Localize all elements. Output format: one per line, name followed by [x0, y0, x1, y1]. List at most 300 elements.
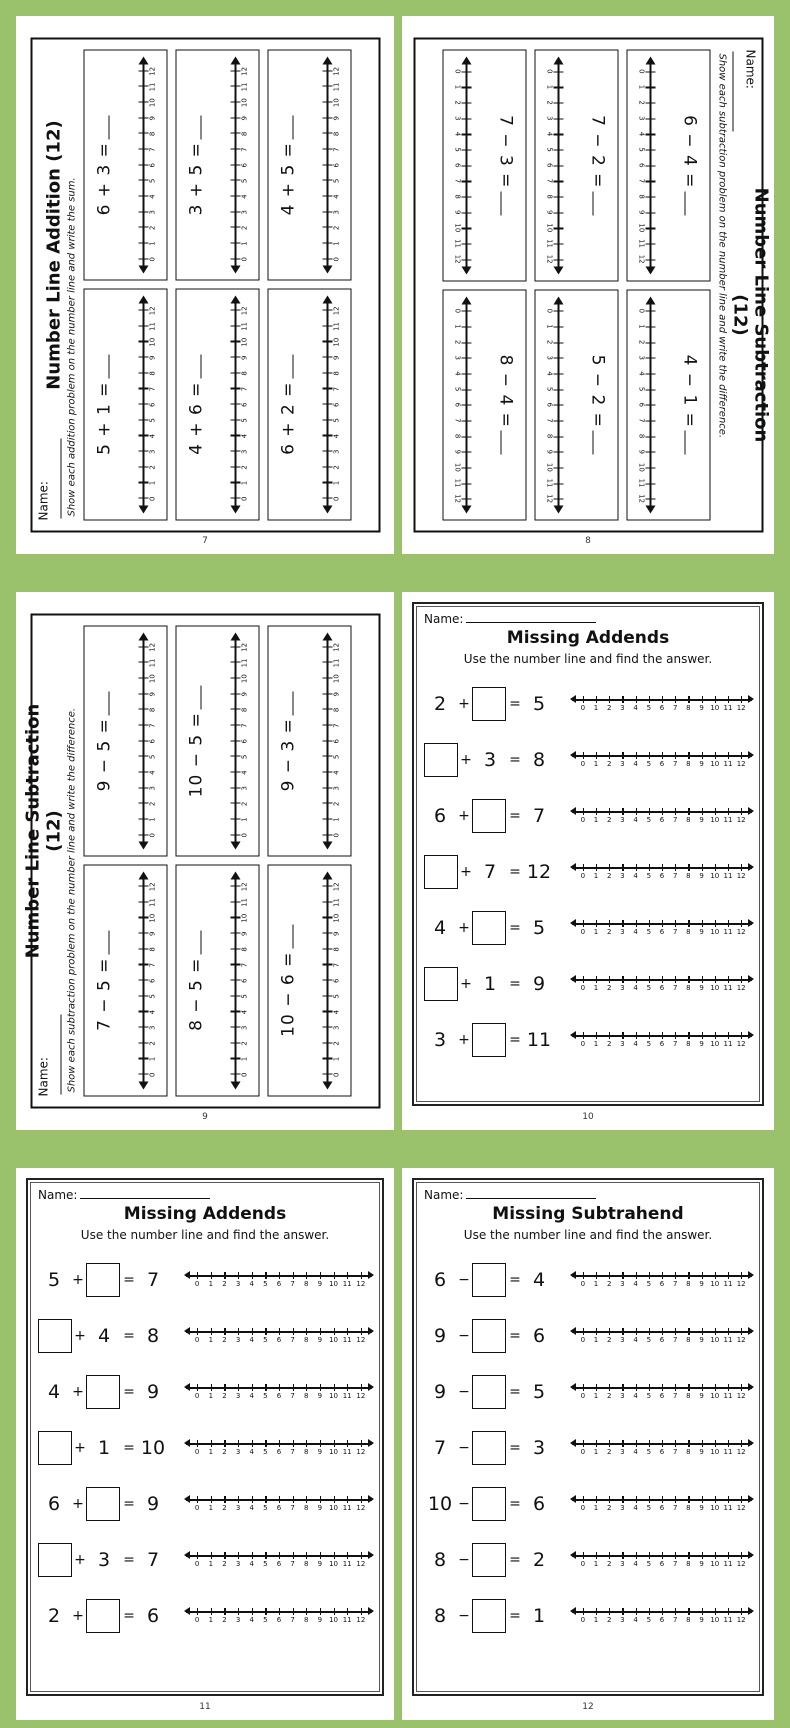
number-line-tick	[553, 259, 563, 260]
number-line-label: 2	[240, 1041, 248, 1046]
number-line-tick	[702, 1496, 703, 1503]
worksheet-instructions: Use the number line and find the answer.	[463, 1228, 713, 1242]
answer-box[interactable]	[86, 1375, 120, 1409]
number-line-label: 5	[646, 1448, 652, 1456]
result-number: 7	[532, 805, 546, 827]
answer-blank[interactable]	[684, 191, 685, 215]
number-line-label: 3	[620, 1336, 625, 1344]
number-line-tick	[138, 948, 148, 949]
number-line-label: 6	[453, 163, 461, 168]
number-line-tick	[138, 901, 148, 902]
number-line-tick	[596, 1384, 597, 1391]
name-blank[interactable]	[466, 622, 596, 623]
answer-box[interactable]	[472, 1263, 506, 1297]
problem-equation	[94, 59, 114, 273]
number-line-tick	[609, 808, 610, 815]
answer-box[interactable]	[472, 1487, 506, 1521]
number-line-tick	[715, 1384, 716, 1391]
problem-row	[424, 1532, 752, 1588]
number-line-label: 9	[240, 692, 248, 697]
number-line-label: 9	[148, 931, 156, 937]
operator: −	[458, 1328, 470, 1344]
number-line-label: 6	[276, 1392, 282, 1400]
number-line-label: 8	[686, 1616, 691, 1624]
left-arrow-icon	[645, 296, 655, 304]
answer-box[interactable]	[38, 1431, 72, 1465]
number-line-label: 0	[580, 928, 586, 936]
number-line-label: 11	[332, 322, 340, 331]
answer-box[interactable]	[472, 1319, 506, 1353]
number-line	[633, 59, 657, 273]
number-line-tick	[138, 86, 148, 87]
number-line	[186, 1382, 372, 1402]
number-line-tick	[138, 195, 148, 196]
answer-blank[interactable]	[592, 431, 593, 455]
problem-text: 7 − 3 =	[495, 115, 515, 189]
number-line-label: 6	[545, 163, 553, 168]
answer-blank[interactable]	[200, 931, 201, 955]
number-line-tick	[461, 405, 471, 406]
problem-text: 9 − 5 =	[94, 718, 114, 792]
number-line-tick	[361, 1552, 362, 1559]
number-line-tick	[688, 920, 689, 927]
name-field[interactable]	[36, 977, 64, 1097]
answer-box[interactable]	[472, 911, 506, 945]
number-line-label: 10	[240, 98, 248, 108]
number-line-tick	[230, 964, 240, 965]
answer-blank[interactable]	[292, 115, 293, 139]
answer-blank[interactable]	[500, 191, 501, 215]
number-line-tick	[461, 118, 471, 119]
number-line-tick	[334, 1272, 335, 1279]
left-arrow-icon	[570, 1327, 576, 1335]
problem-text: 10 − 6 =	[278, 951, 298, 1037]
number-line-tick	[645, 103, 655, 104]
number-line-tick	[238, 1440, 239, 1447]
answer-box[interactable]	[472, 1375, 506, 1409]
number-line-label: 10	[329, 1616, 339, 1624]
number-line-tick	[322, 818, 332, 819]
number-line-tick	[211, 1272, 212, 1279]
problem-equation	[186, 635, 206, 849]
number-line-label: 7	[672, 1616, 678, 1624]
number-line-label: 2	[606, 1448, 612, 1456]
rotated-worksheet	[413, 38, 771, 533]
problem-list	[424, 1252, 752, 1644]
number-line-tick	[609, 920, 610, 927]
number-line	[136, 298, 160, 512]
answer-box[interactable]	[472, 1543, 506, 1577]
number-line-label: 7	[290, 1560, 295, 1568]
number-line-wrap	[572, 694, 752, 714]
number-line-tick	[553, 420, 563, 421]
number-line-tick	[138, 803, 148, 804]
number-line-tick	[252, 1384, 253, 1391]
number-line-label: 1	[332, 817, 340, 822]
number-line-wrap	[572, 750, 752, 770]
number-line-tick	[322, 933, 332, 934]
number-line-tick	[211, 1552, 212, 1559]
number-line-tick	[728, 1384, 729, 1391]
number-line-tick	[197, 1496, 198, 1503]
number-line-label: 2	[453, 339, 461, 345]
number-line-tick	[702, 920, 703, 927]
number-line-tick	[553, 118, 563, 119]
number-line-tick	[645, 71, 655, 72]
name-blank[interactable]	[732, 52, 733, 132]
number-line-label: 11	[240, 898, 248, 907]
left-arrow-icon	[570, 1495, 576, 1503]
first-number: 8	[433, 1549, 447, 1571]
number-line-label: 3	[332, 449, 340, 454]
problem-grid	[83, 626, 351, 1097]
number-line-tick	[702, 1328, 703, 1335]
number-line-label: 0	[194, 1504, 200, 1512]
answer-blank[interactable]	[108, 115, 109, 139]
name-label: Name:	[424, 612, 464, 626]
answer-blank[interactable]	[292, 925, 293, 949]
number-line-tick	[688, 1552, 689, 1559]
number-line-tick	[322, 1027, 332, 1028]
right-arrow-icon	[368, 1551, 374, 1559]
number-line-tick	[461, 452, 471, 453]
number-line-tick	[596, 1328, 597, 1335]
number-line-label: 2	[222, 1504, 227, 1512]
number-line-tick	[322, 498, 332, 499]
number-line	[572, 1550, 752, 1570]
number-line-tick	[138, 133, 148, 134]
number-line-tick	[265, 1272, 266, 1279]
number-line-tick	[461, 358, 471, 359]
answer-box[interactable]	[424, 967, 458, 1001]
problem-equation	[424, 1431, 564, 1465]
number-line-tick	[609, 1328, 610, 1335]
problem-equation	[38, 1375, 178, 1409]
number-line-label: 0	[194, 1336, 200, 1344]
number-line-tick	[138, 709, 148, 710]
name-field[interactable]	[38, 1188, 372, 1202]
first-number: 2	[47, 1605, 61, 1627]
number-line-label: 2	[606, 984, 612, 992]
number-line-tick	[230, 258, 240, 259]
answer-blank[interactable]	[108, 931, 109, 955]
answer-blank[interactable]	[500, 431, 501, 455]
problem-equation	[186, 874, 206, 1088]
number-line-label: 3	[235, 1504, 241, 1512]
problem-text: 5 + 1 =	[94, 381, 114, 455]
number-line-label: 10	[148, 674, 156, 684]
number-line-label: 7	[672, 872, 678, 880]
number-line-label: 2	[606, 1040, 612, 1048]
name-blank[interactable]	[466, 1198, 596, 1199]
answer-box[interactable]	[38, 1319, 72, 1353]
right-arrow-icon	[322, 633, 332, 641]
number-line-axis	[234, 635, 236, 849]
number-line-tick	[265, 1384, 266, 1391]
number-line-label: 1	[240, 480, 248, 486]
number-line-tick	[322, 1074, 332, 1075]
equals-sign: =	[123, 1496, 135, 1512]
number-line-label: 5	[263, 1336, 268, 1344]
number-line-tick	[461, 181, 471, 182]
number-line	[320, 874, 344, 1088]
number-line-tick	[596, 752, 597, 759]
result-number: 2	[532, 1549, 546, 1571]
number-line-wrap	[186, 1606, 372, 1626]
number-line-label: 2	[545, 100, 553, 105]
number-line-tick	[645, 244, 655, 245]
number-line-label: 11	[453, 478, 461, 488]
number-line-tick	[224, 1328, 225, 1335]
number-line-tick	[553, 212, 563, 213]
number-line-label: 11	[342, 1616, 352, 1624]
number-line-label: 12	[736, 1448, 746, 1456]
name-blank[interactable]	[80, 1198, 210, 1199]
number-line-tick	[662, 976, 663, 983]
number-line	[228, 59, 252, 273]
number-line-label: 6	[148, 163, 156, 168]
number-line-tick	[662, 864, 663, 871]
number-line-label: 12	[545, 494, 553, 504]
number-line-tick	[728, 808, 729, 815]
number-line-label: 12	[240, 66, 248, 76]
answer-blank[interactable]	[684, 431, 685, 455]
equals-sign: =	[123, 1272, 135, 1288]
right-arrow-icon	[230, 872, 240, 880]
number-line-label: 6	[659, 872, 665, 880]
first-number: 6	[433, 805, 447, 827]
number-line-label: 4	[148, 770, 156, 775]
number-line-label: 11	[240, 322, 248, 331]
answer-box[interactable]	[86, 1263, 120, 1297]
problem-equation	[38, 1543, 178, 1577]
right-arrow-icon	[553, 506, 563, 514]
number-line-label: 3	[620, 1040, 625, 1048]
number-line	[572, 1326, 752, 1346]
name-blank[interactable]	[60, 1015, 61, 1095]
number-line-tick	[320, 1328, 321, 1335]
answer-blank[interactable]	[200, 115, 201, 139]
number-line-tick	[197, 1272, 198, 1279]
number-line-tick	[662, 920, 663, 927]
number-line	[572, 1438, 752, 1458]
number-line-label: 1	[208, 1448, 214, 1456]
number-line-tick	[715, 808, 716, 815]
problem-equation	[38, 1263, 178, 1297]
number-line-tick	[675, 1552, 676, 1559]
number-line-label: 9	[637, 449, 645, 454]
number-line-label: 3	[620, 760, 625, 768]
answer-box[interactable]	[38, 1543, 72, 1577]
problem-row	[424, 676, 752, 732]
number-line-tick	[306, 1328, 307, 1335]
number-line-label: 12	[736, 704, 746, 712]
number-line-label: 10	[710, 928, 720, 936]
name-blank[interactable]	[60, 439, 61, 519]
problem-card	[626, 289, 710, 521]
number-line-tick	[583, 976, 584, 983]
problem-equation	[424, 855, 564, 889]
left-arrow-icon	[184, 1607, 190, 1615]
number-line-tick	[224, 1440, 225, 1447]
left-arrow-icon	[230, 842, 240, 850]
operator: +	[458, 920, 470, 936]
number-line-label: 6	[332, 163, 340, 168]
number-line-tick	[138, 995, 148, 996]
number-line-tick	[553, 436, 563, 437]
number-line-tick	[461, 467, 471, 468]
number-line-label: 8	[332, 947, 340, 952]
problem-grid	[442, 50, 710, 521]
number-line-label: 8	[686, 1560, 691, 1568]
second-number: 1	[97, 1437, 111, 1459]
number-line-tick	[322, 70, 332, 71]
number-line-tick	[636, 1496, 637, 1503]
number-line-tick	[688, 976, 689, 983]
number-line-label: 6	[637, 163, 645, 168]
number-line	[449, 59, 473, 273]
answer-blank[interactable]	[108, 355, 109, 379]
operator: +	[72, 1272, 84, 1288]
problem-equation	[679, 59, 699, 273]
number-line-label: 5	[646, 1336, 652, 1344]
number-line-label: 10	[332, 674, 340, 684]
answer-box[interactable]	[86, 1599, 120, 1633]
number-line-tick	[553, 165, 563, 166]
equals-sign: =	[509, 1272, 521, 1288]
number-line-tick	[702, 1032, 703, 1039]
number-line	[186, 1326, 372, 1346]
number-line-label: 11	[545, 239, 553, 248]
answer-box[interactable]	[472, 1431, 506, 1465]
operator: +	[72, 1496, 84, 1512]
number-line-tick	[138, 310, 148, 311]
answer-blank[interactable]	[200, 355, 201, 379]
number-line-tick	[553, 311, 563, 312]
number-line-axis	[326, 298, 328, 512]
number-line-tick	[306, 1440, 307, 1447]
number-line-tick	[662, 1384, 663, 1391]
number-line-tick	[230, 419, 240, 420]
number-line-wrap	[572, 806, 752, 826]
answer-box[interactable]	[472, 687, 506, 721]
name-label: Name:	[424, 1188, 464, 1202]
number-line-label: 6	[148, 978, 156, 983]
name-field[interactable]	[729, 50, 757, 170]
number-line-tick	[622, 1440, 623, 1447]
number-line-label: 11	[723, 1448, 733, 1456]
number-line-tick	[322, 242, 332, 243]
number-line-tick	[636, 1384, 637, 1391]
number-line-tick	[553, 103, 563, 104]
number-line-label: 1	[593, 872, 599, 880]
answer-box[interactable]	[472, 799, 506, 833]
number-line	[449, 298, 473, 512]
answer-box[interactable]	[424, 743, 458, 777]
number-line-label: 0	[580, 872, 586, 880]
equals-sign: =	[123, 1608, 135, 1624]
number-line-tick	[306, 1496, 307, 1503]
number-line-label: 10	[710, 1616, 720, 1624]
number-line-label: 5	[332, 418, 340, 423]
number-line-label: 0	[332, 496, 340, 501]
worksheet-instructions: Show each addition problem on the number line and write the sum.	[66, 177, 77, 517]
number-line-label: 9	[699, 928, 704, 936]
number-line-tick	[553, 389, 563, 390]
answer-box[interactable]	[86, 1487, 120, 1521]
problem-card	[442, 50, 526, 282]
answer-blank[interactable]	[292, 691, 293, 715]
number-line-tick	[197, 1384, 198, 1391]
answer-box[interactable]	[472, 1023, 506, 1057]
name-field[interactable]	[424, 612, 752, 626]
number-line-tick	[553, 87, 563, 88]
number-line	[572, 1270, 752, 1290]
number-line-tick	[347, 1552, 348, 1559]
page-number: 11	[199, 1702, 211, 1712]
number-line-tick	[645, 405, 655, 406]
number-line-tick	[596, 976, 597, 983]
number-line-tick	[609, 1496, 610, 1503]
number-line-label: 5	[332, 754, 340, 760]
number-line-label: 6	[240, 978, 248, 983]
number-line-tick	[334, 1496, 335, 1503]
number-line-tick	[583, 1496, 584, 1503]
number-line	[136, 59, 160, 273]
number-line-tick	[211, 1328, 212, 1335]
name-field[interactable]	[36, 401, 64, 521]
answer-blank[interactable]	[592, 191, 593, 215]
number-line-label: 7	[332, 386, 340, 392]
answer-blank[interactable]	[200, 685, 201, 709]
number-line-label: 9	[453, 209, 461, 215]
first-number: 9	[433, 1325, 447, 1347]
number-line-tick	[688, 752, 689, 759]
number-line-label: 2	[606, 704, 612, 712]
number-line-label: 5	[646, 1560, 652, 1568]
right-arrow-icon	[748, 1271, 754, 1279]
number-line-label: 1	[453, 84, 461, 90]
number-line-wrap	[572, 1326, 752, 1346]
number-line-label: 9	[699, 816, 704, 824]
answer-box[interactable]	[472, 1599, 506, 1633]
number-line-label: 11	[332, 82, 340, 92]
number-line-tick	[138, 242, 148, 243]
number-line-tick	[138, 1027, 148, 1028]
worksheet-title: Number Line Addition (12)	[43, 120, 64, 390]
number-line-label: 11	[723, 1336, 733, 1344]
number-line-tick	[224, 1272, 225, 1279]
number-line-tick	[741, 864, 742, 871]
answer-blank[interactable]	[292, 355, 293, 379]
number-line-tick	[645, 212, 655, 213]
number-line-label: 12	[356, 1392, 366, 1400]
number-line	[541, 298, 565, 512]
number-line-tick	[636, 864, 637, 871]
number-line-tick	[322, 388, 332, 389]
name-field[interactable]	[424, 1188, 752, 1202]
number-line-label: 4	[240, 1009, 248, 1015]
number-line-tick	[583, 808, 584, 815]
number-line-tick	[224, 1608, 225, 1615]
number-line-label: 3	[620, 984, 625, 992]
number-line-tick	[138, 498, 148, 499]
answer-blank[interactable]	[108, 691, 109, 715]
answer-box[interactable]	[424, 855, 458, 889]
number-line-label: 10	[329, 1336, 339, 1344]
number-line-tick	[728, 1496, 729, 1503]
number-line-tick	[662, 1496, 663, 1503]
